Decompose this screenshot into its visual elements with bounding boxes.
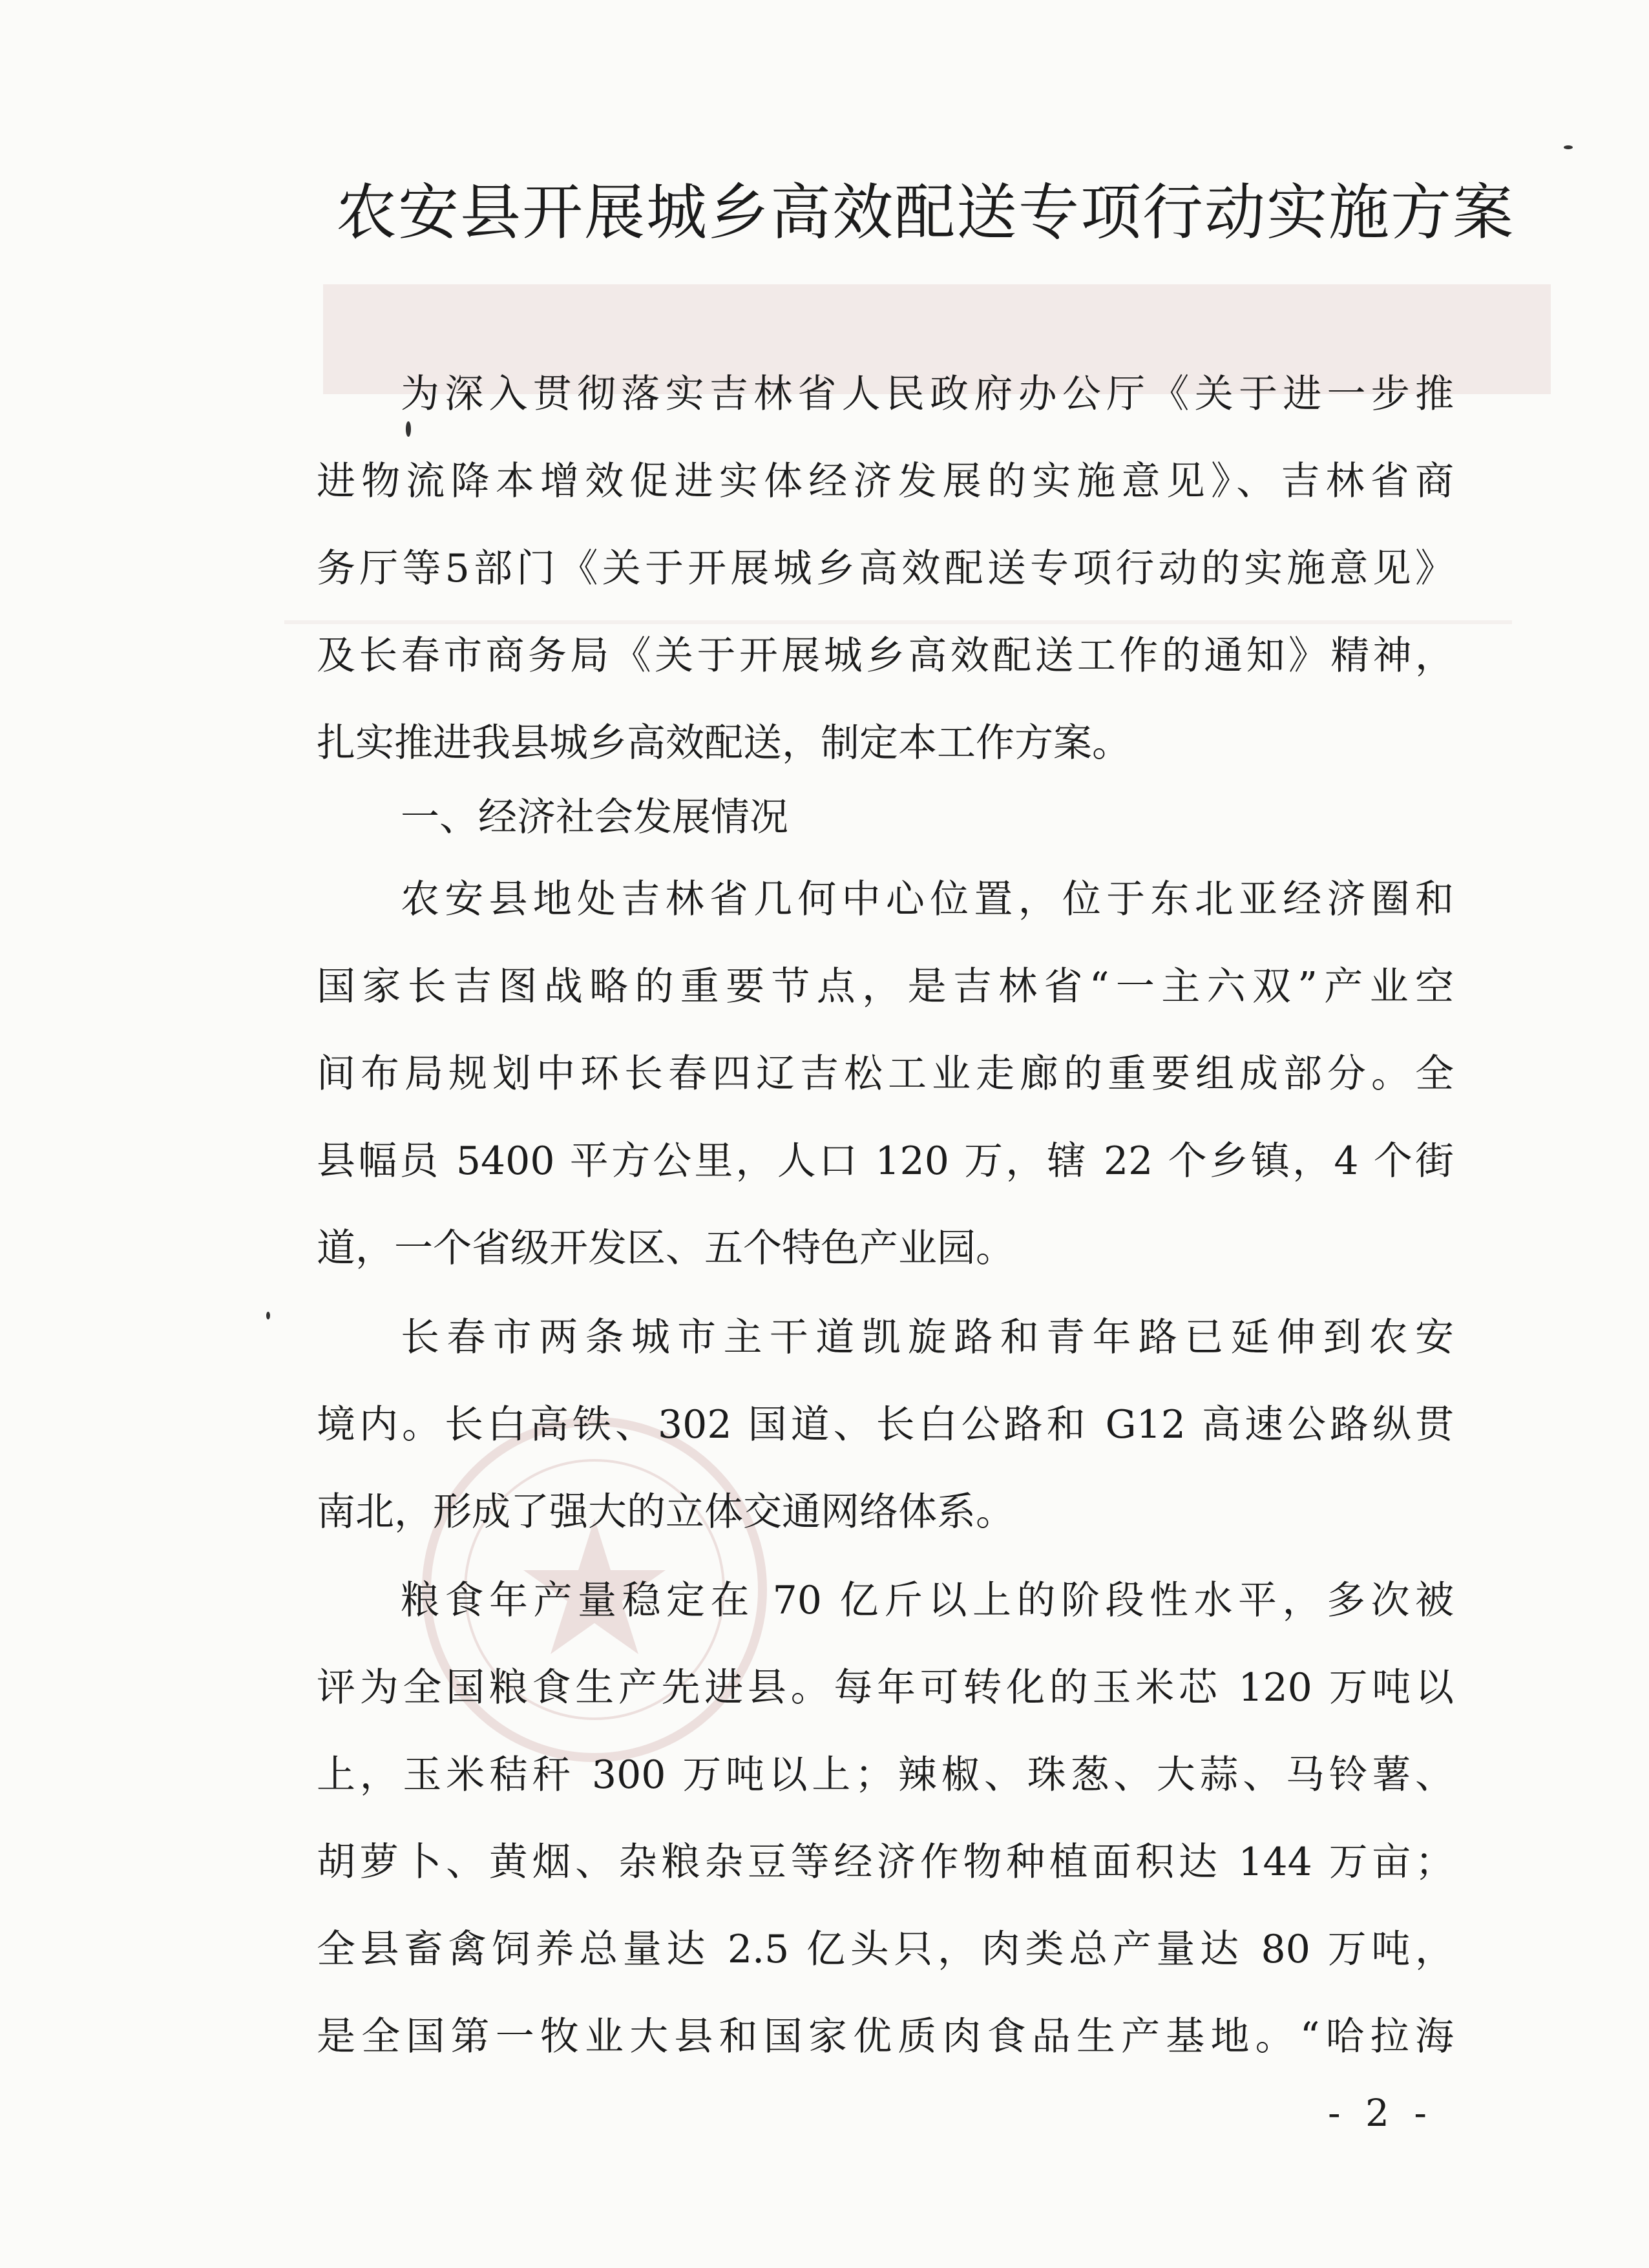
- scan-speck: [266, 1312, 270, 1319]
- paragraph-2-line-3: 间布局规划中环长春四辽吉松工业走廊的重要组成部分。全: [317, 1051, 1454, 1097]
- paragraph-1-line-2: 进物流降本增效促进实体经济发展的实施意见》、吉林省商: [317, 459, 1454, 504]
- paragraph-4-line-3: 上，玉米秸秆 300 万吨以上；辣椒、珠葱、大蒜、马铃薯、: [317, 1752, 1454, 1798]
- paragraph-1-line-5: 扎实推进我县城乡高效配送，制定本工作方案。: [317, 720, 1131, 766]
- scan-speck: [1564, 145, 1573, 149]
- paragraph-3-line-3: 南北，形成了强大的立体交通网络体系。: [317, 1489, 1014, 1535]
- paragraph-4-line-1: 粮食年产量稳定在 70 亿斤以上的阶段性水平，多次被: [401, 1578, 1454, 1623]
- paragraph-2-line-4: 县幅员 5400 平方公里，人口 120 万，辖 22 个乡镇，4 个街: [317, 1139, 1454, 1184]
- document-title: 农安县开展城乡高效配送专项行动实施方案: [336, 178, 1515, 248]
- section-1-heading: 一、经济社会发展情况: [401, 795, 788, 840]
- page-number: - 2 -: [1328, 2091, 1433, 2135]
- paragraph-1-line-3: 务厅等5部门《关于开展城乡高效配送专项行动的实施意见》: [317, 546, 1454, 591]
- paragraph-2-line-2: 国家长吉图战略的重要节点，是吉林省“一主六双”产业空: [317, 964, 1454, 1009]
- scan-speck: [406, 421, 411, 437]
- paragraph-4-line-5: 全县畜禽饲养总量达 2.5 亿头只，肉类总产量达 80 万吨，: [317, 1927, 1454, 1972]
- show-through-rule: [284, 620, 1512, 624]
- paragraph-2-line-1: 农安县地处吉林省几何中心位置，位于东北亚经济圈和: [401, 877, 1454, 922]
- paragraph-4-line-2: 评为全国粮食生产先进县。每年可转化的玉米芯 120 万吨以: [317, 1665, 1454, 1710]
- paragraph-4-line-4: 胡萝卜、黄烟、杂粮杂豆等经济作物种植面积达 144 万亩；: [317, 1840, 1454, 1885]
- paragraph-3-line-1: 长春市两条城市主干道凯旋路和青年路已延伸到农安: [401, 1315, 1454, 1360]
- paragraph-1-line-4: 及长春市商务局《关于开展城乡高效配送工作的通知》精神，: [317, 633, 1454, 678]
- paragraph-2-line-5: 道，一个省级开发区、五个特色产业园。: [317, 1226, 1014, 1271]
- paragraph-1-line-1: 为深入贯彻落实吉林省人民政府办公厅《关于进一步推: [401, 372, 1454, 417]
- paragraph-4-line-6: 是全国第一牧业大县和国家优质肉食品生产基地。“哈拉海: [317, 2014, 1454, 2059]
- paragraph-3-line-2: 境内。长白高铁、302 国道、长白公路和 G12 高速公路纵贯: [317, 1402, 1454, 1447]
